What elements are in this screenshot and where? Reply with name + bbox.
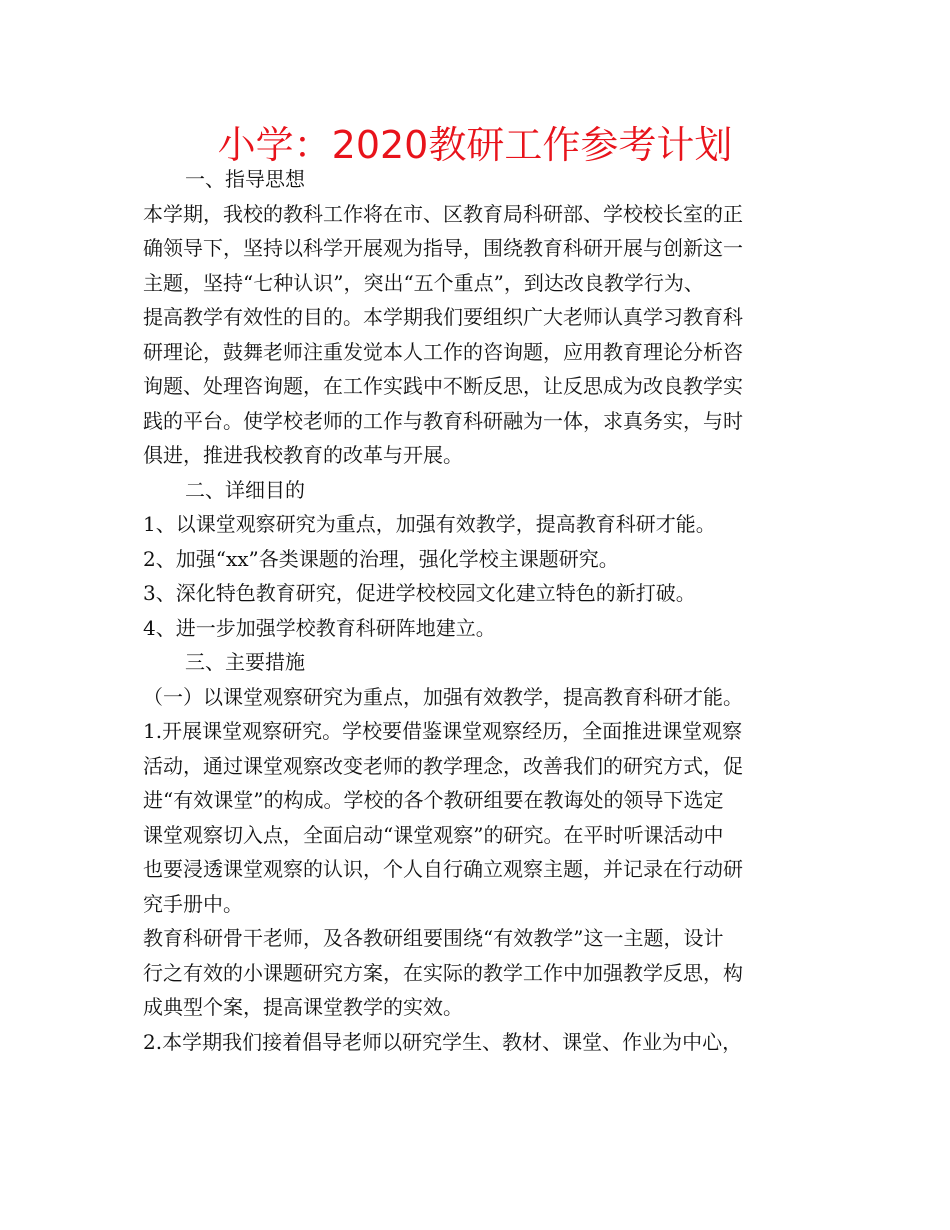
paragraph-line: （一）以课堂观察研究为重点，加强有效教学，提高教育科研才能。 [143,684,743,709]
paragraph-line: 践的平台。使学校老师的工作与教育科研融为一体，求真务实，与时 [143,408,743,433]
paragraph-line: 提高教学有效性的目的。本学期我们要组织广大老师认真学习教育科 [143,305,743,329]
paragraph-line: 成典型个案，提高课堂教学的实效。 [143,995,463,1019]
paragraph-line: 询题、处理咨询题，在工作实践中不断反思，让反思成为改良教学实 [143,374,743,398]
paragraph-line: 教育科研骨干老师，及各教研组要围绕“有效教学”这一主题，设计 [143,926,724,950]
paragraph-line: 俱进，推进我校教育的改革与开展。 [143,443,463,467]
paragraph-line: 进“有效课堂”的构成。学校的各个教研组要在教诲处的领导下选定 [143,788,724,812]
paragraph-line: 主题，坚持“七种认识”，突出“五个重点”，到达改良教学行为、 [143,270,704,295]
paragraph-line: 究手册中。 [143,891,243,916]
paragraph-line: 2、加强“xx”各类课题的治理，强化学校主课题研究。 [143,546,619,571]
paragraph-line: 3、深化特色教育研究，促进学校校园文化建立特色的新打破。 [143,581,696,605]
document-body [143,162,809,1059]
section-heading: 三、主要措施 [185,650,305,674]
paragraph-line: 也要浸透课堂观察的认识，个人自行确立观察主题，并记录在行动研 [143,857,743,881]
paragraph-line: 确领导下，坚持以科学开展观为指导，围绕教育科研开展与创新这一 [143,236,743,260]
paragraph-line: 活动，通过课堂观察改变老师的教学理念，改善我们的研究方式，促 [143,753,743,778]
paragraph-line: 研理论，鼓舞老师注重发觉本人工作的咨询题，应用教育理论分析咨 [143,339,743,364]
paragraph-line: 1、以课堂观察研究为重点，加强有效教学，提高教育科研才能。 [143,512,716,536]
document-title: 小学：2020教研工作参考计划 [217,123,733,167]
section-heading: 一、指导思想 [185,167,305,191]
paragraph-line: 2.本学期我们接着倡导老师以研究学生、教材、课堂、作业为中心， [143,1029,743,1054]
paragraph-line: 本学期，我校的教科工作将在市、区教育局科研部、学校校长室的正 [143,201,743,226]
section-heading: 二、详细目的 [185,477,305,502]
paragraph-line: 4、进一步加强学校教育科研阵地建立。 [143,615,496,640]
paragraph-line: 1.开展课堂观察研究。学校要借鉴课堂观察经历，全面推进课堂观察 [143,719,743,743]
paragraph-line: 课堂观察切入点，全面启动“课堂观察”的研究。在平时听课活动中 [143,822,724,847]
paragraph-line: 行之有效的小课题研究方案，在实际的教学工作中加强教学反思，构 [143,960,743,985]
